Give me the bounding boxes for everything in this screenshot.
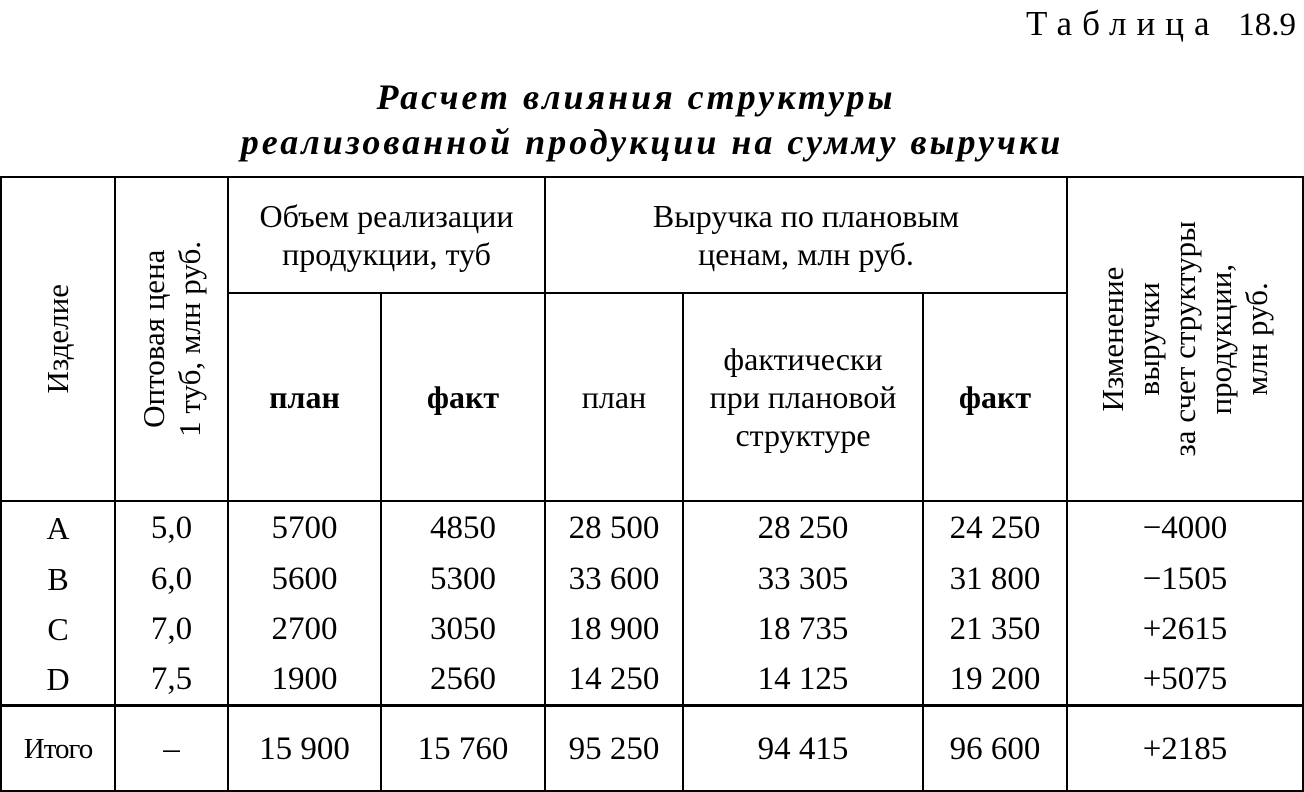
- cell-rev-plan: 28 500: [546, 502, 684, 554]
- header-product: Изделие: [0, 176, 116, 502]
- total-rev-plan: 95 250: [546, 707, 684, 792]
- table-label-number: 18.9: [1238, 7, 1296, 43]
- cell-price: 5,0: [116, 502, 229, 554]
- header-revenue-plan: план: [546, 294, 684, 502]
- table-title-line1: Расчет влияния структуры: [376, 77, 896, 117]
- cell-rev-fact: 21 350: [924, 604, 1068, 654]
- header-price: Оптовая цена 1 туб, млн руб.: [116, 176, 229, 502]
- cell-vol-fact: 2560: [382, 654, 546, 707]
- revenue-structure-table: [0, 176, 1304, 792]
- total-vol-fact: 15 760: [382, 707, 546, 792]
- cell-rev-fact: 19 200: [924, 654, 1068, 707]
- cell-price: 7,0: [116, 604, 229, 654]
- cell-vol-fact: 5300: [382, 554, 546, 604]
- cell-rev-fact: 31 800: [924, 554, 1068, 604]
- header-volume-fact: факт: [382, 294, 546, 502]
- cell-change: +2615: [1068, 604, 1304, 654]
- cell-change: +5075: [1068, 654, 1304, 707]
- cell-vol-fact: 4850: [382, 502, 546, 554]
- header-revenue-fact: факт: [924, 294, 1068, 502]
- cell-vol-fact: 3050: [382, 604, 546, 654]
- cell-product: C: [0, 604, 116, 654]
- cell-product: B: [0, 554, 116, 604]
- cell-rev-actual: 33 305: [684, 554, 924, 604]
- header-change: Изменение выручки за счет структуры продукции, млн руб.: [1068, 176, 1304, 502]
- total-change: +2185: [1068, 707, 1304, 792]
- cell-product: D: [0, 654, 116, 707]
- total-rev-fact: 96 600: [924, 707, 1068, 792]
- cell-price: 6,0: [116, 554, 229, 604]
- cell-vol-plan: 2700: [229, 604, 382, 654]
- table-label: [1026, 4, 1296, 45]
- header-volume: Объем реализации продукции, туб: [229, 176, 546, 294]
- cell-product: A: [0, 502, 116, 554]
- cell-rev-plan: 33 600: [546, 554, 684, 604]
- cell-change: −4000: [1068, 502, 1304, 554]
- header-revenue: Выручка по плановым ценам, млн руб.: [546, 176, 1068, 294]
- cell-rev-actual: 14 125: [684, 654, 924, 707]
- cell-change: −1505: [1068, 554, 1304, 604]
- cell-rev-fact: 24 250: [924, 502, 1068, 554]
- total-rev-actual: 94 415: [684, 707, 924, 792]
- cell-vol-plan: 5600: [229, 554, 382, 604]
- total-vol-plan: 15 900: [229, 707, 382, 792]
- cell-vol-plan: 1900: [229, 654, 382, 707]
- cell-price: 7,5: [116, 654, 229, 707]
- cell-vol-plan: 5700: [229, 502, 382, 554]
- total-price: –: [116, 707, 229, 792]
- header-volume-plan: план: [229, 294, 382, 502]
- cell-rev-actual: 28 250: [684, 502, 924, 554]
- table-label-word: Таблица: [1026, 4, 1220, 43]
- total-label: Итого: [0, 707, 116, 792]
- cell-rev-plan: 14 250: [546, 654, 684, 707]
- cell-rev-actual: 18 735: [684, 604, 924, 654]
- cell-rev-plan: 18 900: [546, 604, 684, 654]
- header-revenue-actual: фактически при плановой структуре: [684, 294, 924, 502]
- table-title-line2: реализованной продукции на сумму выручки: [240, 122, 1064, 162]
